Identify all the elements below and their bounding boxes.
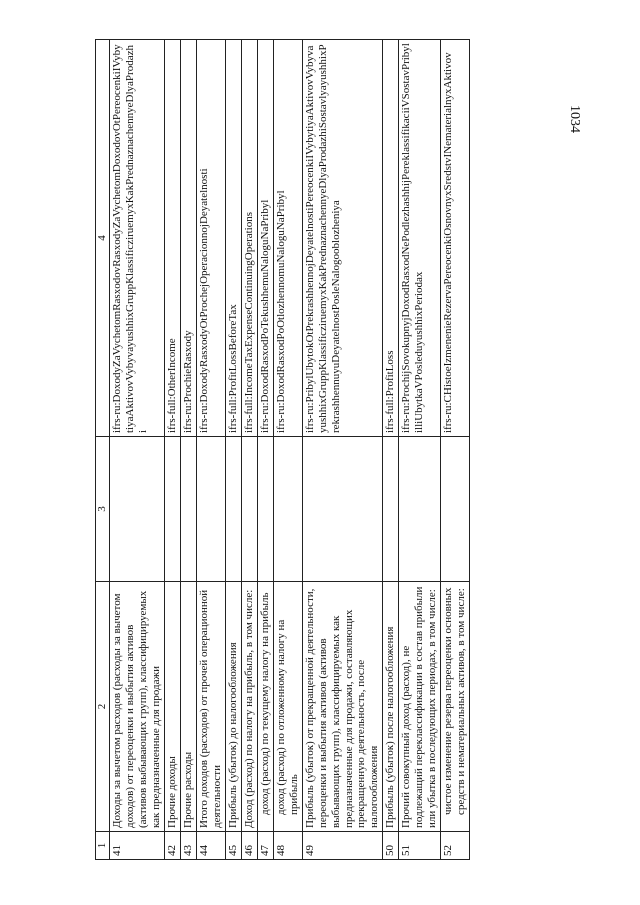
row-empty-cell	[225, 437, 241, 582]
row-label: Прочие доходы	[164, 582, 180, 832]
table-row	[257, 40, 273, 860]
table-row	[180, 40, 196, 860]
column-header-1: 1	[96, 832, 110, 860]
table-row	[441, 40, 470, 860]
row-code: ifrs-full:IncomeTaxExpenseContinuingOperations	[241, 40, 257, 437]
row-code: ifrs-full:ProfitLossBeforeTax	[225, 40, 241, 437]
table-row	[225, 40, 241, 860]
table-row	[241, 40, 257, 860]
row-code: ifrs-ru:CHistoeIzmenenieRezervaPereocenkiOsnovnyxSredstvINematerialnyxAktivov	[441, 40, 470, 437]
row-empty-cell	[110, 437, 165, 582]
column-header-3: 3	[96, 437, 110, 582]
table-row	[399, 40, 441, 860]
table-row	[273, 40, 302, 860]
row-number: 42	[164, 832, 180, 860]
row-number: 49	[302, 832, 383, 860]
row-number: 47	[257, 832, 273, 860]
table-row	[302, 40, 383, 860]
row-code: ifrs-ru:DoxodyZaVychetomRasxodovRasxodyZaVychetomDoxodovOtPereocenkiIVybytiyaAktivovVybyvayushhixGruppKlassificziruemyxKakPrednaznachennyeDlyaProdazhi	[110, 40, 165, 437]
row-code: ifrs-ru:DoxodRasxodPoOtlozhennomuNaloguNaPribyl	[273, 40, 302, 437]
row-label: Прибыль (убыток) от прекращенной деятельности, переоценки и выбытия активов (активов выбывающих групп), классифицируемых как предназначенные для продажи, составляющих прекращенную деятельность, после налогообложения	[302, 582, 383, 832]
row-empty-cell	[241, 437, 257, 582]
row-label: чистое изменение резерва переоценки основных средств и нематериальных активов, в том числе:	[441, 582, 470, 832]
row-label: Доходы за вычетом расходов (расходы за вычетом доходов) от переоценки и выбытия активов (активов выбывающих групп), классифицируемых как предназначенные для продажи	[110, 582, 165, 832]
row-code: ifrs-full:ProfitLoss	[383, 40, 399, 437]
row-empty-cell	[383, 437, 399, 582]
row-label: Прочие расходы	[180, 582, 196, 832]
row-label: Прибыль (убыток) до налогообложения	[225, 582, 241, 832]
table-row	[110, 40, 165, 860]
row-empty-cell	[196, 437, 225, 582]
row-empty-cell	[302, 437, 383, 582]
row-number: 51	[399, 832, 441, 860]
column-header-4: 4	[96, 40, 110, 437]
row-number: 48	[273, 832, 302, 860]
row-label: Прибыль (убыток) после налогообложения	[383, 582, 399, 832]
table-row	[196, 40, 225, 860]
row-empty-cell	[273, 437, 302, 582]
rotated-table-region	[95, 40, 565, 860]
row-empty-cell	[180, 437, 196, 582]
row-empty-cell	[164, 437, 180, 582]
row-code: ifrs-ru:DoxodRasxodPoTekushhemuNaloguNaPribyl	[257, 40, 273, 437]
row-number: 45	[225, 832, 241, 860]
column-header-2: 2	[96, 582, 110, 832]
row-code: ifrs-ru:DoxodyRasxodyOtProchejOperacionnojDeyatelnosti	[196, 40, 225, 437]
row-code: ifrs-full:OtherIncome	[164, 40, 180, 437]
row-empty-cell	[441, 437, 470, 582]
row-empty-cell	[257, 437, 273, 582]
table-row	[164, 40, 180, 860]
row-number: 41	[110, 832, 165, 860]
row-label: Прочий совокупный доход (расход), не подлежащий переклассификации в состав прибыли или убытка в последующих периодах, в том числе:	[399, 582, 441, 832]
table-row	[383, 40, 399, 860]
data-table	[95, 39, 470, 860]
row-code: ifrs-ru:PribylUbytokOtPrekrashhennojDeyatelnostiPereocenkiIVybytiyaAktivovVybyvayushhixGruppKlassificziruemyxKakPrednaznachennyeDlyaProdazhiSostavlyayushhixPrekrashhennuyuDeyatelnostPosleNalogooblozheniya	[302, 40, 383, 437]
row-number: 52	[441, 832, 470, 860]
row-label: Доход (расход) по налогу на прибыль, в том числе:	[241, 582, 257, 832]
row-number: 46	[241, 832, 257, 860]
row-code: ifrs-ru:ProchieRasxody	[180, 40, 196, 437]
row-label: доход (расход) по отложенному налогу на прибыль	[273, 582, 302, 832]
row-empty-cell	[399, 437, 441, 582]
row-label: Итого доходов (расходов) от прочей операционной деятельности	[196, 582, 225, 832]
row-number: 44	[196, 832, 225, 860]
row-number: 50	[383, 832, 399, 860]
row-number: 43	[180, 832, 196, 860]
row-code: ifrs-ru:ProchijSovokupnyjDoxodRasxodNePodlezhashhijPereklassifikaciiVSostavPribylilliUbytkaVPosleduyushhixPeriodax	[399, 40, 441, 437]
row-label: доход (расход) по текущему налогу на прибыль	[257, 582, 273, 832]
page-number: 1034	[567, 105, 582, 133]
header-row	[96, 40, 110, 860]
